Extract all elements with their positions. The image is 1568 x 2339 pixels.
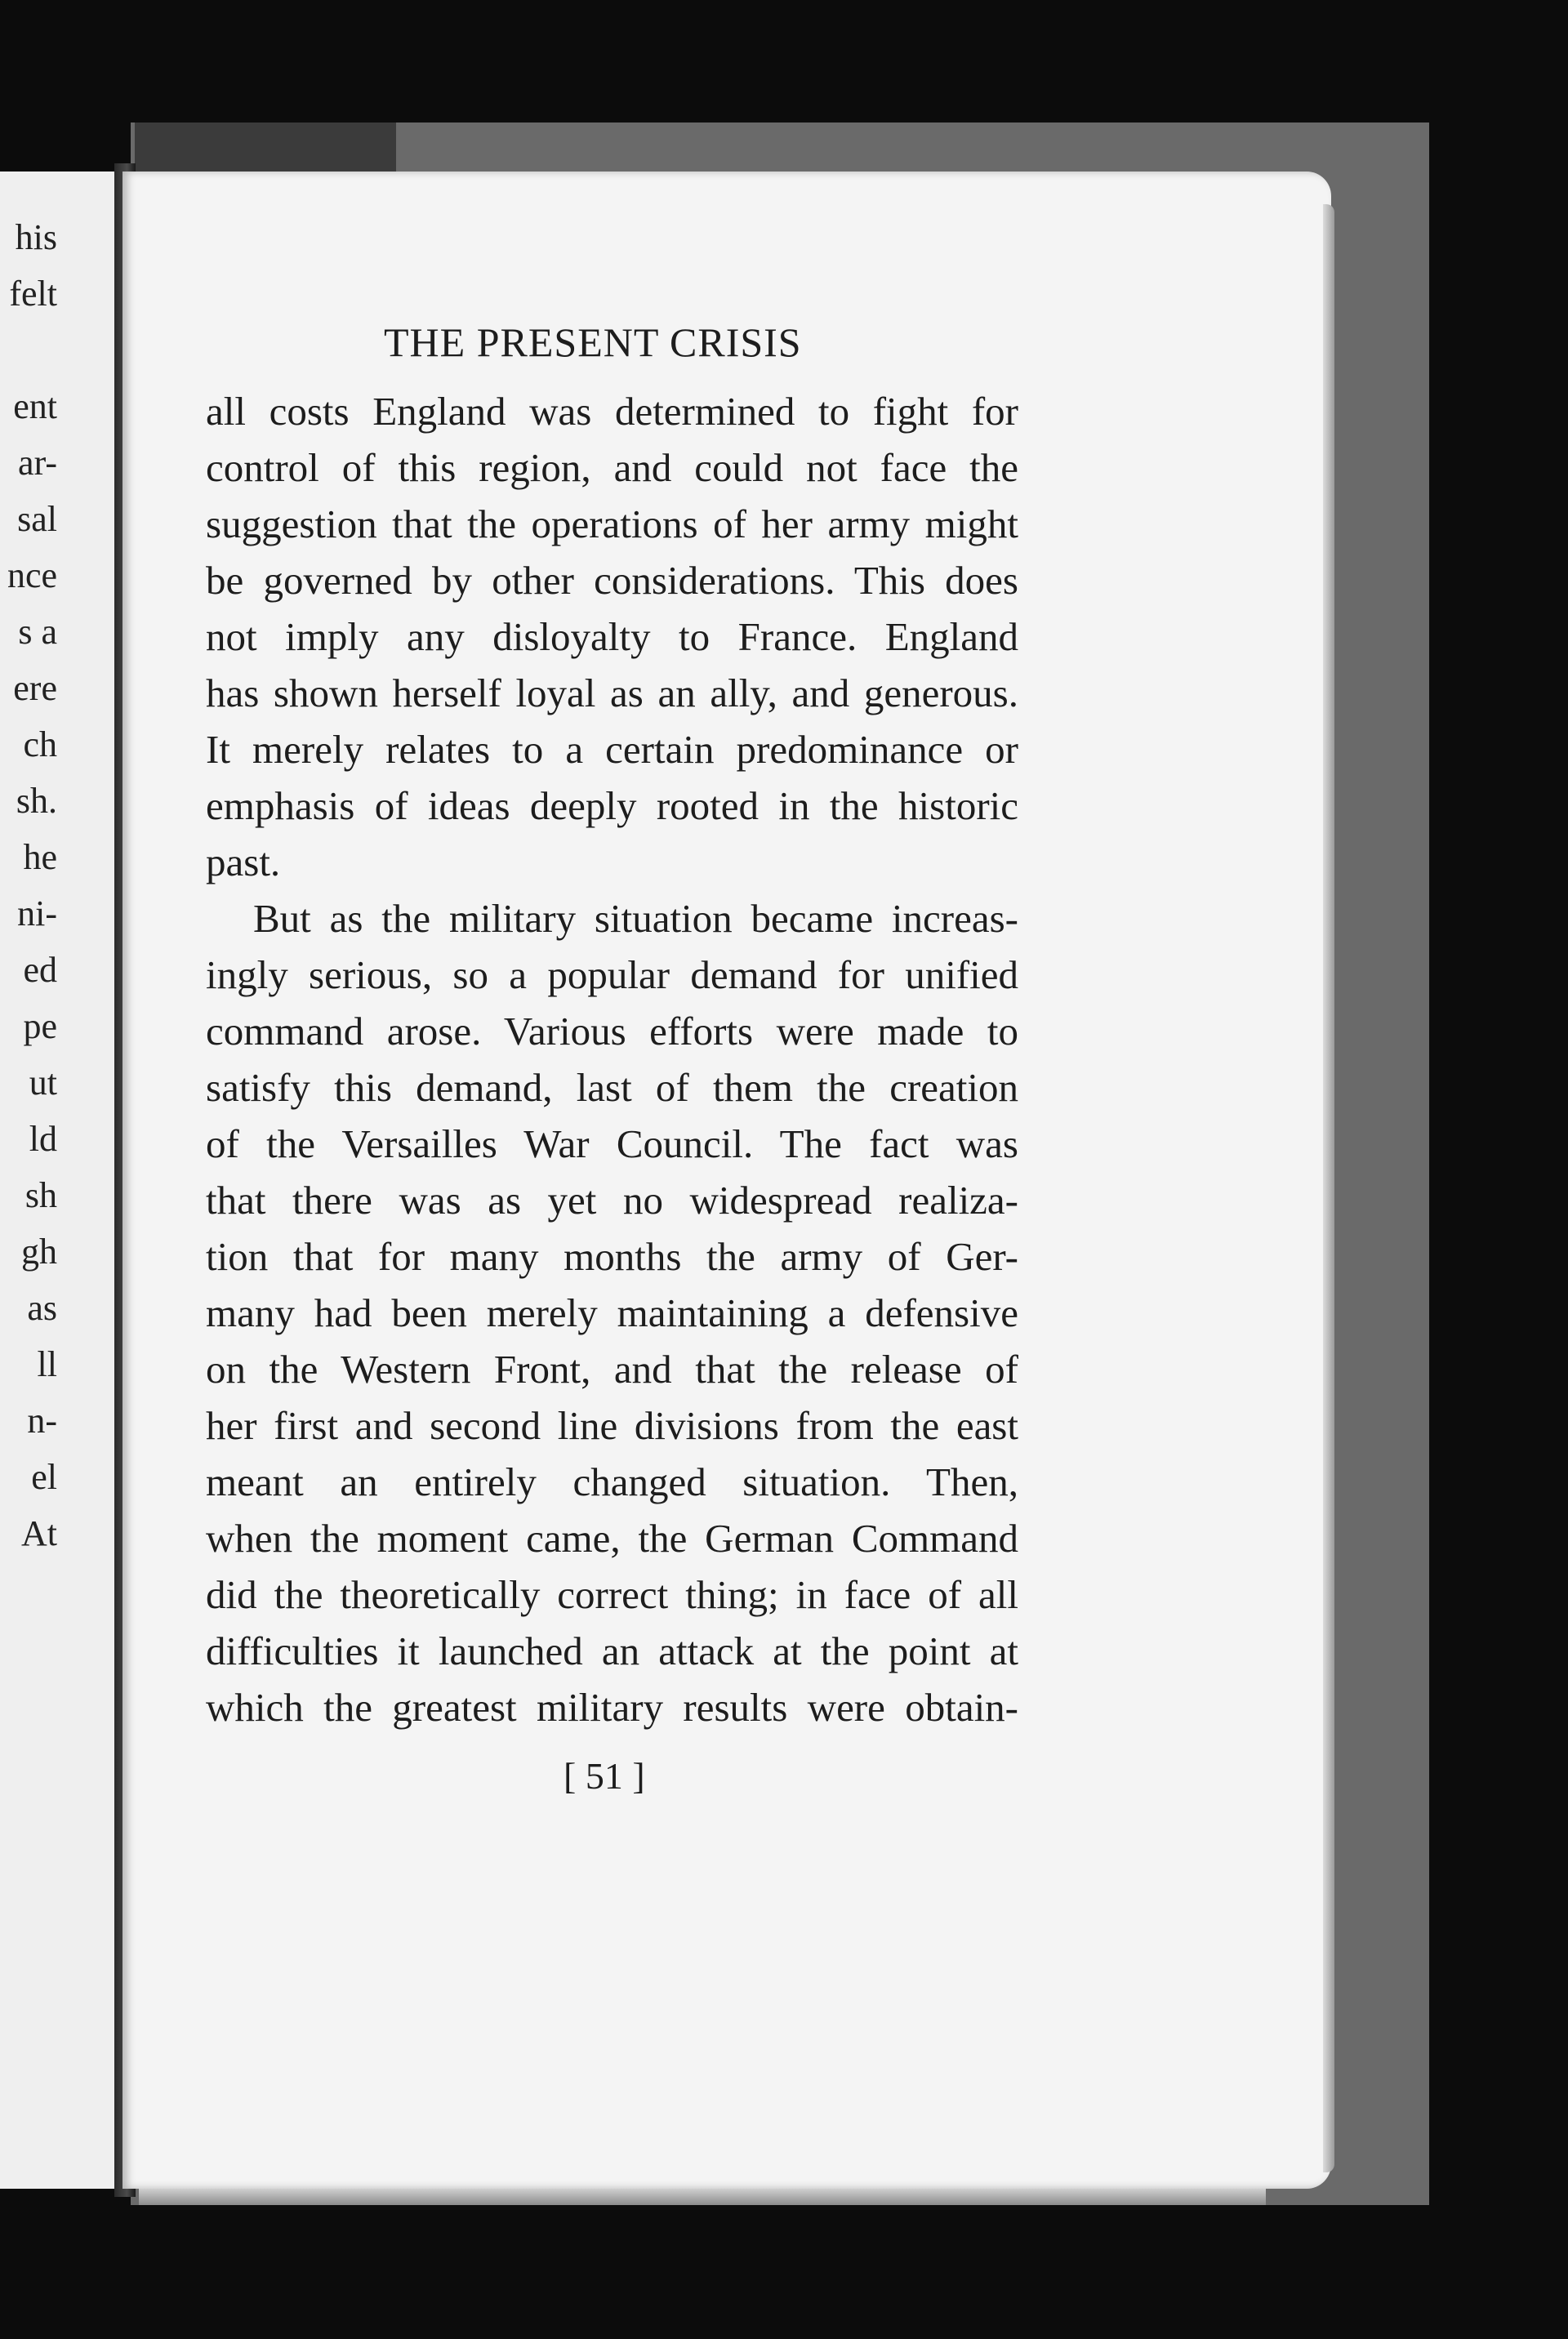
left-page-fragment: el	[31, 1457, 57, 1497]
body-line: has shown herself loyal as an ally, and generous.	[206, 671, 1018, 715]
left-page-fragment: ed	[23, 950, 57, 990]
body-line: tion that for many months the army of Ger-	[206, 1234, 1018, 1279]
left-page-fragment: sal	[17, 499, 57, 539]
left-page-fragment: ere	[13, 668, 57, 708]
body-line: ingly serious, so a popular demand for unified	[206, 952, 1018, 997]
body-line: satisfy this demand, last of them the creation	[206, 1065, 1018, 1110]
body-line: It merely relates to a certain predominance or	[206, 727, 1018, 772]
body-line: be governed by other considerations. This does	[206, 558, 1018, 603]
left-page-fragment: n-	[27, 1401, 57, 1441]
left-page-fragment: ar-	[18, 443, 57, 483]
body-line: command arose. Various efforts were made to	[206, 1009, 1018, 1054]
left-page-fragment: ch	[23, 724, 57, 764]
left-page-fragment: pe	[23, 1006, 57, 1046]
body-line: on the Western Front, and that the release of	[206, 1347, 1018, 1392]
left-page-fragment: ll	[37, 1344, 57, 1384]
body-line: But as the military situation became increas-	[253, 896, 1018, 941]
body-line: emphasis of ideas deeply rooted in the historic	[206, 783, 1018, 828]
left-page-fragment: nce	[7, 555, 57, 595]
body-line: past.	[206, 840, 281, 884]
left-page-fragment: gh	[21, 1232, 57, 1272]
left-page-fragment: sh	[24, 1175, 57, 1215]
body-line: which the greatest military results were obtain-	[206, 1685, 1018, 1730]
left-page	[0, 172, 114, 2189]
left-page-fragment: sh.	[16, 781, 57, 821]
left-page-fragment: s a	[18, 612, 57, 652]
body-line: of the Versailles War Council. The fact was	[206, 1121, 1018, 1166]
left-page-fragment: ut	[29, 1063, 57, 1103]
left-page-fragment: his	[15, 217, 57, 257]
left-page-fragment: ld	[29, 1119, 57, 1159]
page-edge	[1323, 204, 1334, 2172]
body-line: not imply any disloyalty to France. England	[206, 614, 1018, 659]
left-page-fragment: he	[23, 837, 57, 877]
left-page-fragment: At	[21, 1513, 57, 1553]
running-head: THE PRESENT CRISIS	[384, 319, 802, 365]
body-line: all costs England was determined to fight for	[206, 389, 1018, 434]
body-line: when the moment came, the German Command	[206, 1516, 1018, 1561]
body-line: difficulties it launched an attack at the point at	[206, 1628, 1018, 1673]
body-line: did the theoretically correct thing; in face of all	[206, 1572, 1018, 1617]
body-line: control of this region, and could not face the	[206, 445, 1018, 490]
board-shadow	[135, 123, 396, 172]
left-page-fragment: ent	[13, 386, 57, 426]
page-bottom-edge	[139, 2189, 1266, 2205]
left-page-fragment: as	[27, 1288, 57, 1328]
body-line: suggestion that the operations of her army might	[206, 501, 1018, 546]
left-page-fragment: ni-	[17, 893, 57, 933]
body-line: that there was as yet no widespread realiza-	[206, 1178, 1018, 1223]
body-line: her first and second line divisions from the east	[206, 1403, 1018, 1448]
left-page-fragment: felt	[9, 274, 57, 314]
page-number: [ 51 ]	[564, 1755, 645, 1797]
body-line: meant an entirely changed situation. Then,	[206, 1459, 1018, 1504]
body-line: many had been merely maintaining a defensive	[206, 1290, 1018, 1335]
